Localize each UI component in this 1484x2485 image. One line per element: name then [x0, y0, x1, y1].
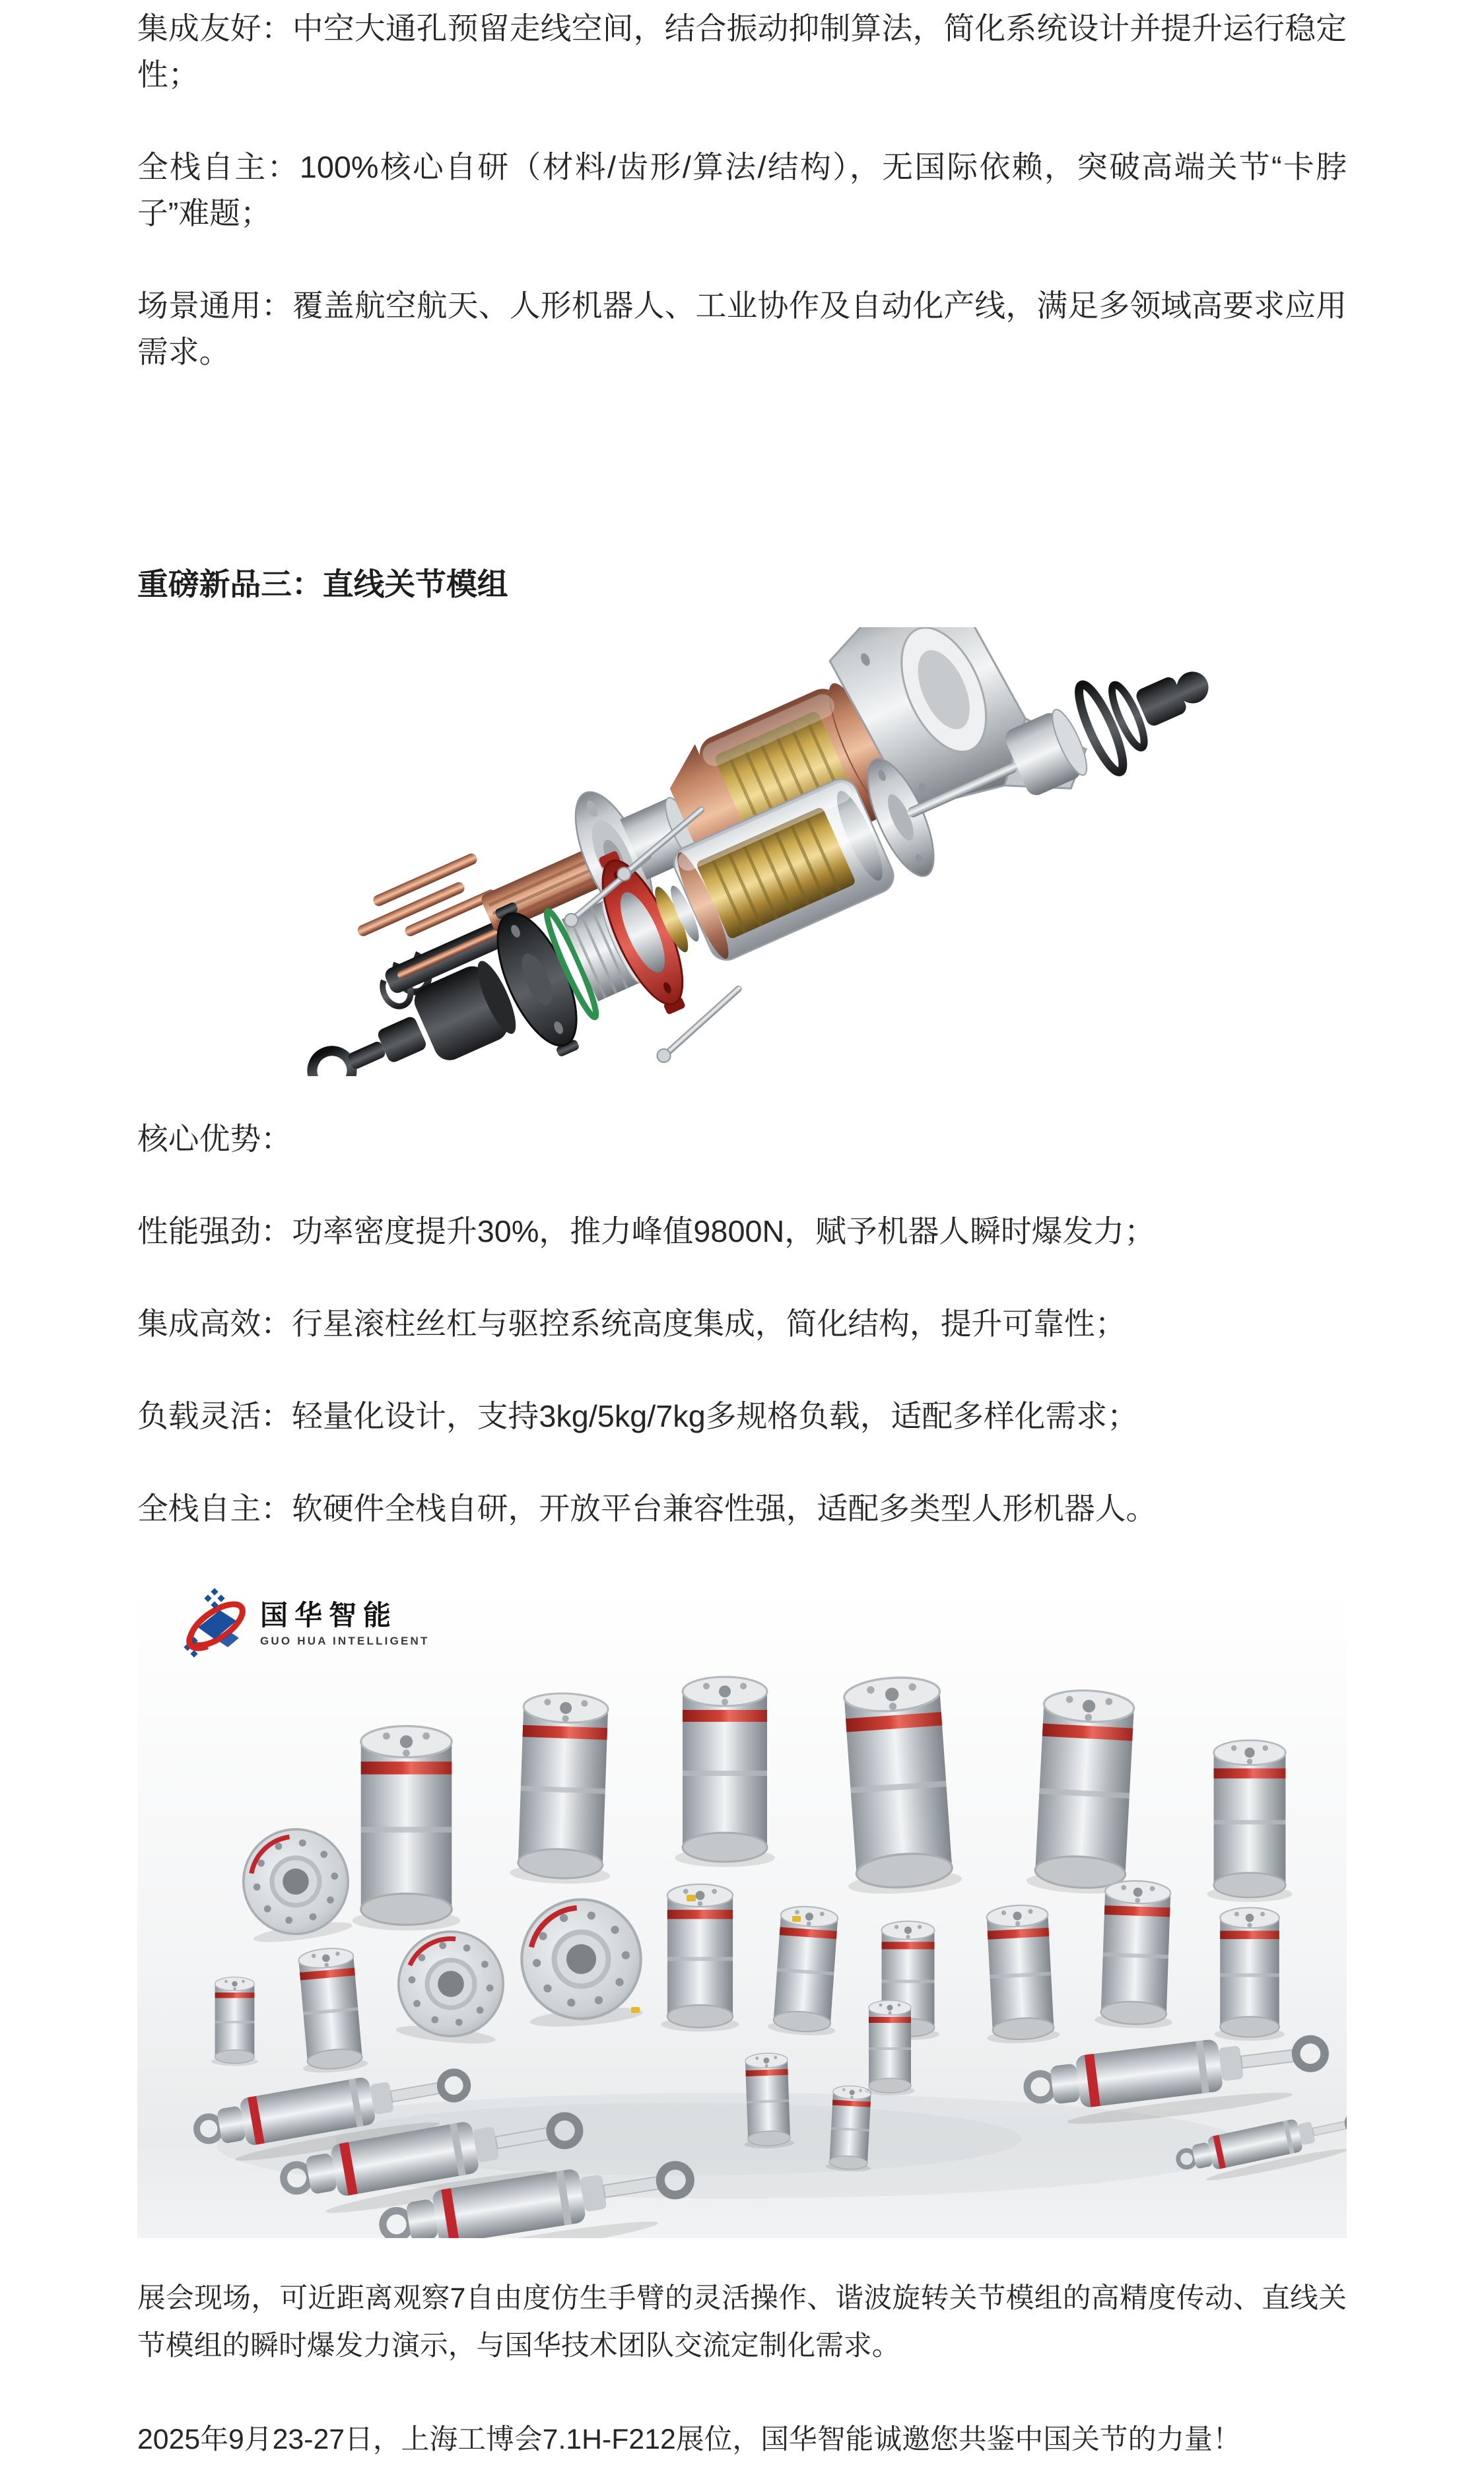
section-heading-linear-joint-module: 重磅新品三：直线关节模组 — [137, 567, 508, 601]
logo-name-cn: 国华智能 — [260, 1600, 398, 1631]
logo-name-en: GUO HUA INTELLIGENT — [260, 1634, 430, 1647]
paragraph-universal-scenarios: 场景通用：覆盖航空航天、人形机器人、工业协作及自动化产线，满足多领域高要求应用需求。 — [137, 289, 1347, 369]
paragraph-full-stack-core: 全栈自主：100%核心自研（材料/齿形/算法/结构），无国际依赖，突破高端关节“卡脖子”难题； — [137, 150, 1347, 230]
paragraph-integration-efficiency: 集成高效：行星滚柱丝杠与驱控系统高度集成，简化结构，提升可靠性； — [137, 1307, 1126, 1341]
logo-text — [260, 1600, 430, 1647]
linear-joint-exploded-view-image — [137, 627, 1347, 1076]
lower-assembly — [279, 627, 1242, 1076]
paragraph-integration-friendly: 集成友好：中空大通孔预留走线空间，结合振动抑制算法，简化系统设计并提升运行稳定性； — [137, 11, 1347, 92]
paragraph-performance: 性能强劲：功率密度提升30%，推力峰值9800N，赋予机器人瞬时爆发力； — [137, 1214, 1155, 1248]
paragraph-exhibition-invite: 2025年9月23-27日，上海工博会7.1H-F212展位，国华智能诚邀您共鉴中国关节的力量！ — [137, 2424, 1241, 2455]
paragraph-exhibition-demo: 展会现场，可近距离观察7自由度仿生手臂的灵活操作、谐波旋转关节模组的高精度传动、直线关节模组的瞬时爆发力演示，与国华技术团队交流定制化需求。 — [137, 2282, 1347, 2362]
joint-module-family-illustration — [137, 1584, 1347, 2238]
guohua-logo — [184, 1587, 430, 1661]
paragraph-flexible-load: 负载灵活：轻量化设计，支持3kg/5kg/7kg多规格负载，适配多样化需求； — [137, 1399, 1138, 1433]
core-advantages-title: 核心优势： — [137, 1122, 292, 1156]
guohua-logo-mark — [184, 1588, 250, 1660]
paragraph-full-stack-software: 全栈自主：软硬件全栈自研，开放平台兼容性强，适配多类型人形机器人。 — [137, 1491, 1157, 1526]
exploded-actuator-illustration — [137, 627, 1347, 1076]
product-family-image — [137, 1584, 1347, 2238]
